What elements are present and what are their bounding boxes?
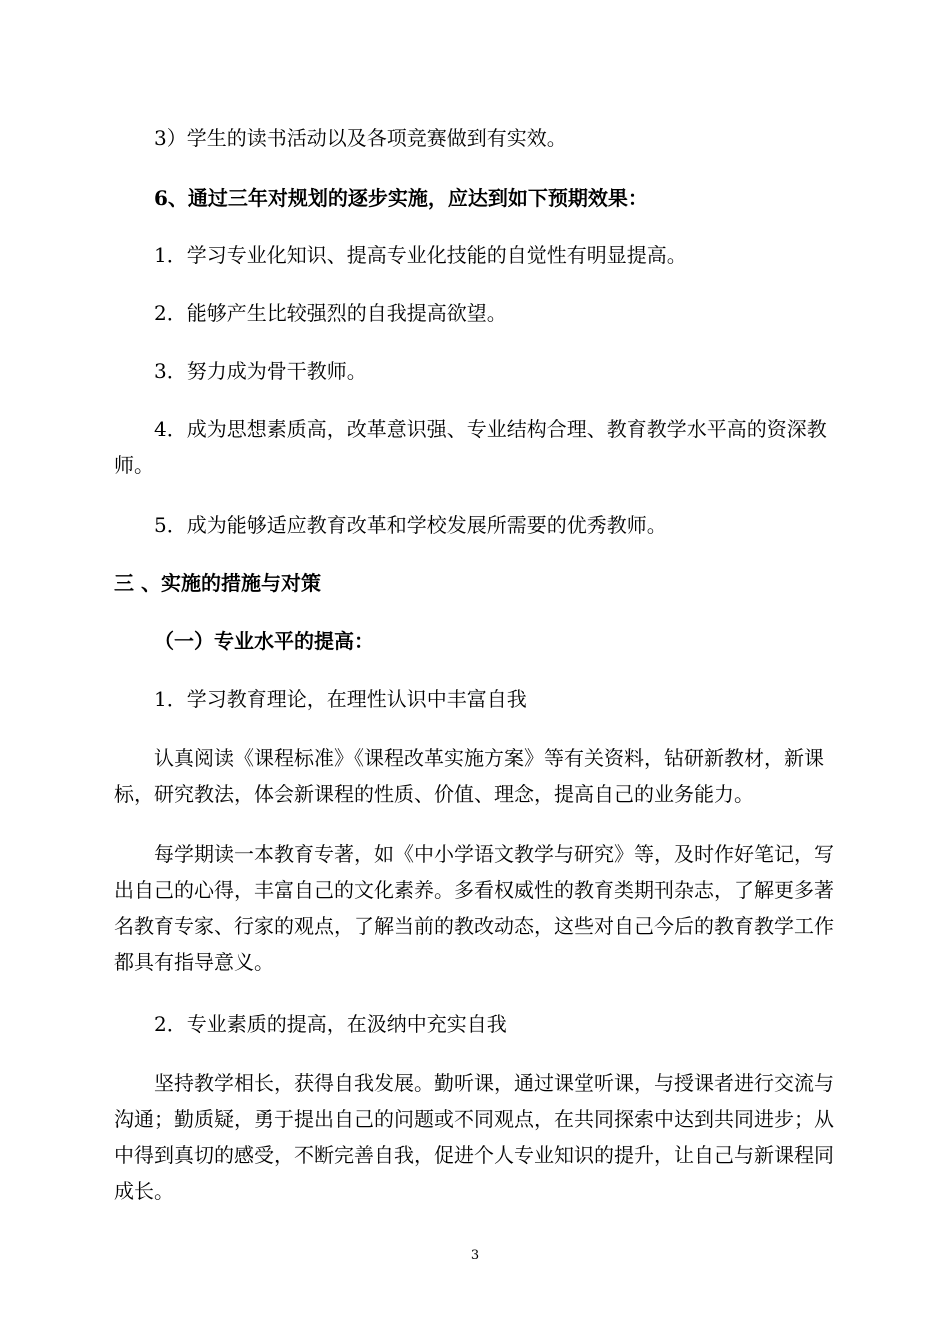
paragraph-teaching-growth: 坚持教学相长，获得自我发展。勤听课，通过课堂听课，与授课者进行交流与沟通；勤质疑，勇于提出自己的问题或不同观点，在共同探索中达到共同进步；从中得到真切的感受，不断完善自我，促进个人专业知识的提升，让自己与新课程同成长。 bbox=[114, 1071, 834, 1203]
paragraph-curriculum-study: 认真阅读《课程标准》《课程改革实施方案》等有关资料，钻研新教材，新课标，研究教法，体会新课程的性质、价值、理念，提高自己的业务能力。 bbox=[114, 746, 824, 806]
item-heading-professional-quality: 2．专业素质的提高，在汲纳中充实自我 bbox=[154, 1012, 507, 1036]
section-heading-measures: 三 、实施的措施与对策 bbox=[114, 571, 321, 595]
list-item-effect-5: 5．成为能够适应教育改革和学校发展所需要的优秀教师。 bbox=[154, 513, 667, 537]
list-item-effect-4: 4．成为思想素质高，改革意识强、专业结构合理、教育教学水平高的资深教师。 bbox=[114, 417, 827, 477]
paragraph-reading-monographs: 每学期读一本教育专著，如《中小学语文教学与研究》等，及时作好笔记，写出自己的心得，丰富自己的文化素养。多看权威性的教育类期刊杂志，了解更多著名教育专家、行家的观点，了解当前的教改动态，这些对自己今后的教育教学工作都具有指导意义。 bbox=[114, 842, 834, 974]
item-heading-education-theory: 1．学习教育理论，在理性认识中丰富自我 bbox=[154, 687, 527, 711]
list-item-effect-3: 3．努力成为骨干教师。 bbox=[154, 359, 367, 383]
page-number: 3 bbox=[470, 1248, 480, 1263]
list-item-effect-2: 2．能够产生比较强烈的自我提高欲望。 bbox=[154, 301, 507, 325]
subsection-heading-professional-level: （一）专业水平的提高： bbox=[154, 629, 374, 653]
list-item-effect-1: 1．学习专业化知识、提高专业化技能的自觉性有明显提高。 bbox=[154, 243, 687, 267]
heading-expected-effects: 6、通过三年对规划的逐步实施，应达到如下预期效果： bbox=[154, 186, 648, 210]
paragraph-reading-activities: 3）学生的读书活动以及各项竞赛做到有实效。 bbox=[154, 126, 567, 150]
